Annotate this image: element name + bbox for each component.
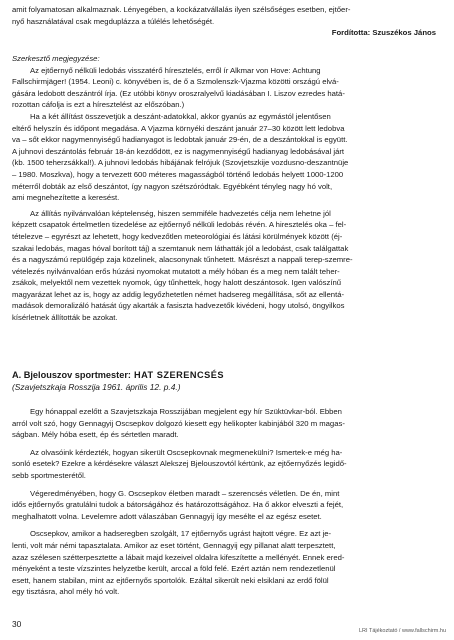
text-line: méterről dobták az első deszántot, így nagyon szétszóródtak. Egyébként tényleg nagy hó volt, (12, 181, 333, 191)
text-line: gására ledobott deszántról írja. (Ez utóbbi könyv oroszralyelvű kiadásában I. Liszov ezredes hatá- (12, 88, 345, 98)
article-title: HAT SZERENCSÉS (133, 370, 224, 380)
text-line: magyarázat lehet az is, hogy az addig legyőzhetetlen német hadsereg megállítása, sőt az ellentá- (12, 289, 345, 299)
text-line: Az állítás nyilvánvalóan képtelenség, hiszen semmiféle hadvezetés célja nem lehetne jól (30, 208, 331, 218)
translator-credit: Fordította: Szuszékos János (331, 28, 436, 38)
text-line: eltérő helyszín és időpont megadása. A Vjazma környéki deszánt január 27–30 között lett ledobva (12, 123, 345, 133)
text-line: nyő használatával csak megduplázza a túlélés lehetőségét. (12, 16, 215, 26)
text-line: azaz szélesen szétterpesztette a lábait majd kezeivel oldalra kifeszítette a mellényét. Ennek ered- (12, 552, 345, 562)
editor-note (12, 53, 436, 324)
text-line: idős ejtőernyős gratulálni tudok a bátorságához és határozottságához. Ha ő akkor elveszti a fejét, (12, 500, 344, 510)
text-line: – 1980. Moszkva), hogy a tervezett 600 méteres magasságból történő ledobás helyett 1000-1200 (12, 169, 344, 179)
text-line: (kb. 1500 teherzsákkal!). A juhnovi ledobás hibájának felrójuk (Szovjetszkije vozdusno-deszantnüje (12, 158, 349, 168)
article-paragraph (12, 406, 436, 441)
article-heading (12, 370, 436, 382)
editor-paragraph (12, 65, 436, 111)
text-line: A juhnovi deszántolás február 18-án kezdődött, ez is nagymennyiségű hadianyag ledobásával járt (12, 146, 345, 156)
text-line: Oscsepkov, amikor a hadseregben szolgált, 17 ejtőernyős ugrást hajtott végre. Ez azt je- (30, 529, 332, 539)
editor-paragraph (12, 208, 436, 324)
text-line: egy tisztásra, ahol mély hó volt. (12, 587, 120, 597)
text-line: Az olvasóink kérdezték, hogyan sikerült Oscsepkovnak megmenekülni? Ismertek-e még ha- (30, 447, 343, 457)
text-line: lenti, volt már némi tapasztalata. Amikor az eset történt, Gennagyij egy pillanat alatt terpesztett, (12, 540, 336, 550)
text-line: kísérletnek állították be azokat. (12, 313, 118, 323)
text-line: Fallschirmjäger! (1954. Leoni) c. könyvében is, de ő a Szmolenszk-Vjazma közötti országú elvá- (12, 77, 339, 87)
text-line: szakai ledobás, magas hóval borított táj) a szemtanuk nem láthatták jól a ledobást, csak találgattak (12, 243, 349, 253)
article-source: (Szavjetszkaja Rosszija 1961. április 12. p.4.) (12, 381, 181, 392)
text-line: tételezve – egyrészt az lehetett, hogy kedvezőtlen meteorológiai és látási körülmények között (éj- (12, 231, 343, 241)
text-line: va – sőt ekkor nagymennyiségű hadianyagot is ledobtak január 29-én, de a deszántokkal is együtt. (12, 135, 348, 145)
text-line: meghalhatott volna. Levelemre adott válaszában Gennagyij így mesélte el az egész esetet. (12, 511, 322, 521)
text-line: amit folyamatosan alkalmaznak. Lényegében, a kockázatvállalás ilyen szélsőséges esetben, ejtőer- (12, 5, 351, 14)
text-line: ami megnehezítette a keresést. (12, 193, 120, 203)
article-paragraph (12, 528, 436, 598)
text-line: esett, hanem stabilan, mint az ejtőernyős sportolók. Ezáltal sikerült neki elsiklani az erdő fölül (12, 575, 329, 585)
text-line: és a nagyszámú repülőgép zaja közelinek, alacsonynak tűnhetett. Másrészt a nappali terep-szemre- (12, 255, 353, 265)
page-footer: LRI Tájékoztató / www.fallschirm.hu (358, 628, 446, 634)
article-paragraph (12, 447, 436, 482)
editor-paragraph (12, 111, 436, 204)
text-line: madások demoralizáló hatását úgy akarták a fasiszta hadvezetők kivédeni, hogy utolsó, öngyilkos (12, 301, 345, 311)
text-line: Egy hónappal ezelőtt a Szavjetszkaja Rosszijában megjelent egy hír Szüktüvkar-ból. Ebben (30, 407, 342, 416)
text-line: Az ejtőernyő nélküli ledobás visszatérő híresztelés, erről ír Alkmar von Hove: Achtung (30, 65, 321, 75)
text-line: zsákok, melyektől nem vezettek nyomok, úgy tűnhettek, hogy halott deszántosok. Igen valószínű (12, 278, 342, 288)
text-line: sonló esetek? Ezekre a kérdésekre választ Alekszej Bjelouszovtól kértünk, az ejtőernyőzés legidő- (12, 459, 347, 469)
text-line: Végeredményében, hogy G. Oscsepkov életben maradt – szerencsés véletlen. De én, mint (30, 488, 340, 498)
page-number: 30 (12, 619, 22, 629)
article-body (12, 406, 436, 598)
top-section (12, 4, 436, 39)
text-line: rozottan cáfolja is ezt a híresztelést az előszóban.) (12, 100, 185, 110)
text-line: sebb sportmesterétől. (12, 470, 86, 480)
text-line: Ha a két állítást összevetjük a deszánt-adatokkal, akkor gyanús az egymástól jelentősen (30, 111, 331, 121)
article-paragraph (12, 488, 436, 523)
text-line: ságban. Mély hóba esett, ép és sértetlen maradt. (12, 430, 179, 440)
article-author: A. Bjelouszov sportmester: (12, 370, 131, 380)
editor-note-label: Szerkesztő megjegyzése: (12, 54, 100, 63)
text-line: ményeként a teste vízszintes helyzetbe került, arccal a föld felé. Ezért aztán nem rendezetlenül (12, 564, 336, 574)
text-line: képzett csapatok értelmetlen tizedelése az ejtőernyő nélküli ledobás révén. A hiresztelés oka – fel- (12, 220, 347, 230)
article-header (12, 370, 436, 393)
text-line: arról volt szó, hogy Gennagyij Oscsepkov dolgozó kiesett egy helikopter kabinjából 320 m magas- (12, 418, 345, 428)
text-line: vételezés nyilvánvalóan erős húzási nyomokat mutatott a mély hóban és a meg nem talált teher- (12, 266, 340, 276)
